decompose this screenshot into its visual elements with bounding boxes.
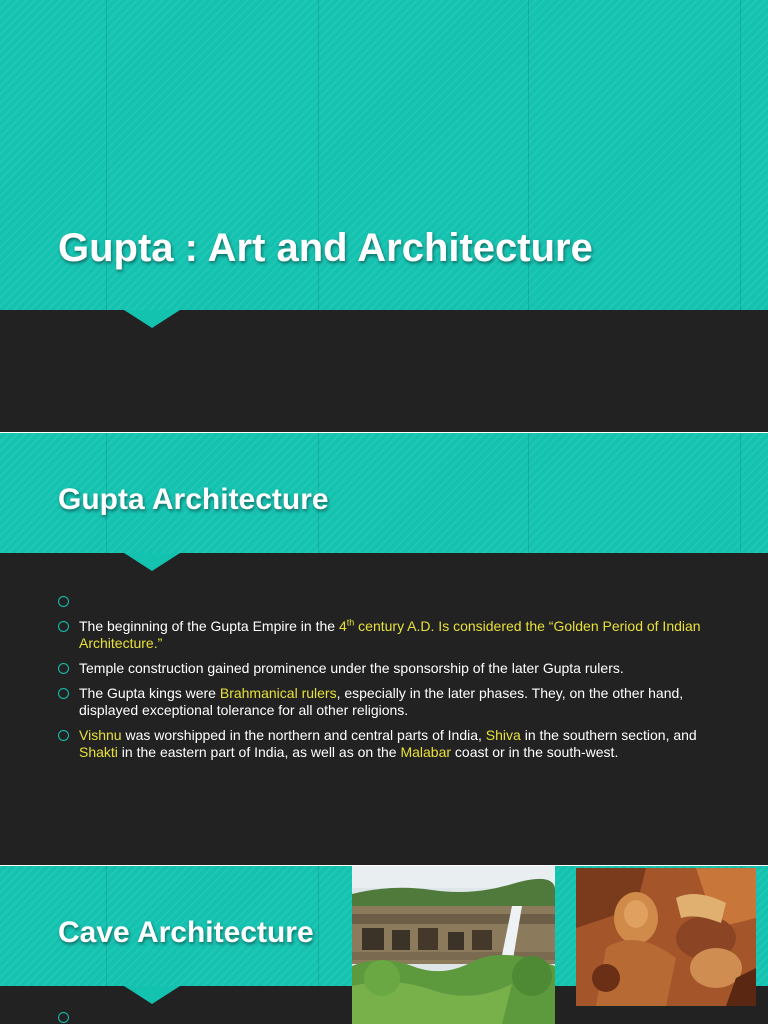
bullet-item — [58, 618, 718, 652]
highlighted-text: Brahmanical rulers — [219, 685, 337, 701]
bullet-circle-icon — [58, 596, 69, 607]
bullet-circle-icon — [58, 663, 69, 674]
bullet-text: in the southern section, and — [520, 727, 697, 743]
header-notch — [124, 310, 180, 328]
divider — [318, 866, 319, 986]
slide-cave-architecture — [0, 866, 768, 1024]
bullet-text: The beginning of the Gupta Empire in the — [79, 618, 339, 634]
bullet-item — [58, 660, 718, 677]
bullet-item — [58, 1009, 718, 1024]
highlighted-text: 4 — [338, 618, 347, 634]
highlighted-text: Vishnu — [79, 727, 122, 743]
divider — [740, 433, 741, 553]
bullet-text: in the eastern part of India, as well as on the — [117, 744, 401, 760]
slide-title-heading: Gupta : Art and Architecture — [58, 226, 593, 270]
bullet-list — [58, 1009, 718, 1024]
bullet-circle-icon — [58, 730, 69, 741]
bullet-item — [58, 685, 718, 719]
bullet-text: The Gupta kings were — [79, 685, 220, 701]
bullet-list — [58, 593, 718, 769]
bullet-text: Temple construction gained prominence under the sponsorship of the later Gupta rulers. — [79, 660, 624, 676]
slide-title — [0, 0, 768, 432]
divider — [528, 433, 529, 553]
bullet-circle-icon — [58, 1012, 69, 1023]
bullet-text: , especially in the later phases. They, on the other hand, displayed exceptional tolerance for all other religions. — [79, 685, 684, 718]
highlighted-text: Malabar — [400, 744, 452, 760]
header-notch — [124, 986, 180, 1004]
divider — [740, 0, 741, 310]
cave-painting-photo — [576, 868, 756, 1006]
bullet-item — [58, 727, 718, 761]
highlighted-text: th — [346, 617, 355, 628]
cave-waterfall-photo — [352, 866, 555, 1024]
bullet-text: was worshipped in the northern and central parts of India, — [121, 727, 486, 743]
slide-gupta-architecture — [0, 433, 768, 865]
bullet-circle-icon — [58, 688, 69, 699]
slide-heading: Cave Architecture — [58, 916, 314, 949]
highlighted-text: Shiva — [485, 727, 521, 743]
header-notch — [124, 553, 180, 571]
bullet-item — [58, 593, 718, 610]
highlighted-text: Shakti — [79, 744, 118, 760]
bullet-text: coast or in the south-west. — [451, 744, 619, 760]
highlighted-text: century A.D. Is considered the “Golden Period of Indian Architecture.” — [79, 618, 701, 651]
bullet-circle-icon — [58, 621, 69, 632]
slide-heading: Gupta Architecture — [58, 483, 329, 516]
